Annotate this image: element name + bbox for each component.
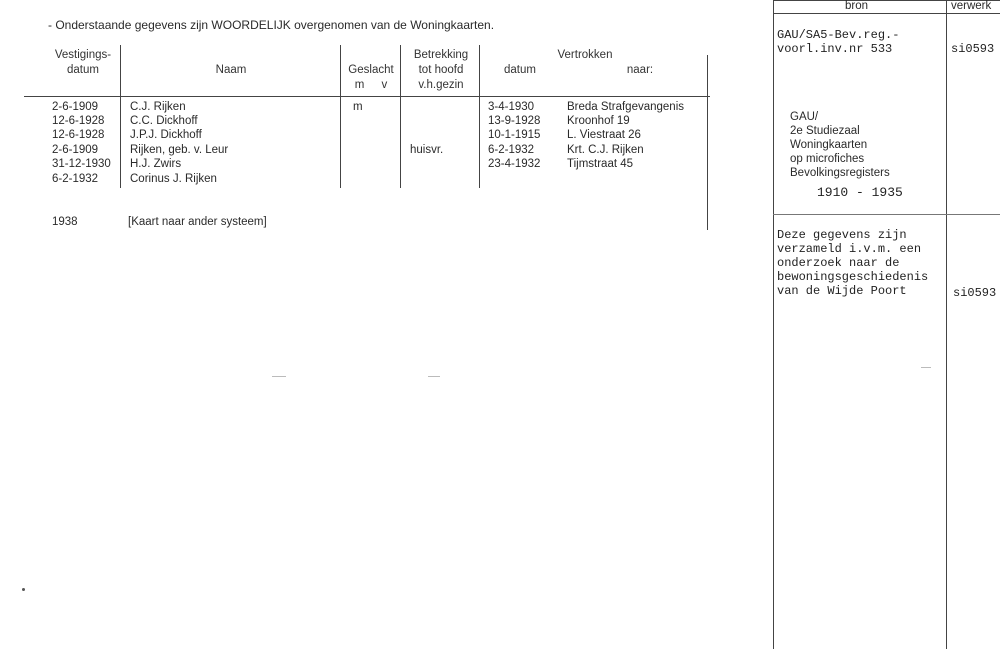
archive-gau: GAU/ xyxy=(790,111,819,123)
cell-naam: Corinus J. Rijken xyxy=(130,173,217,185)
cell-vestigingsdatum: 31-12-1930 xyxy=(52,158,111,170)
right-panel-divider xyxy=(946,0,947,649)
scan-speck xyxy=(22,588,25,591)
cell-naam: H.J. Zwirs xyxy=(130,158,182,170)
header-geslacht-mv xyxy=(342,78,400,93)
table-row xyxy=(0,128,720,142)
cell-vestigingsdatum: 6-2-1932 xyxy=(52,173,99,185)
note-line4: bewoningsgeschiedenis xyxy=(777,270,929,284)
table-row xyxy=(0,114,720,128)
cell-vertrokken-datum: 23-4-1932 xyxy=(488,158,541,170)
right-panel-header-rule xyxy=(773,13,1000,14)
table-header-rule xyxy=(24,96,710,97)
cell-vertrokken-naar: L. Viestraat 26 xyxy=(567,129,641,141)
cell-vestigingsdatum: 2-6-1909 xyxy=(52,101,99,113)
cell-vertrokken-naar: Breda Strafgevangenis xyxy=(567,101,684,113)
header-geslacht-v: v xyxy=(381,79,388,91)
footer-note: [Kaart naar ander systeem] xyxy=(128,216,267,228)
header-vestigingsdatum-line1: Vestigings- xyxy=(54,49,112,61)
header-betrekking-line1: Betrekking xyxy=(413,49,469,61)
right-panel-mid-rule xyxy=(773,214,1000,215)
note-line1: Deze gegevens zijn xyxy=(777,228,907,242)
research-note xyxy=(777,228,928,298)
archive-location xyxy=(790,110,890,180)
header-vestigingsdatum-line2: datum xyxy=(67,64,99,76)
header-vertrokken-datum: datum xyxy=(504,64,536,76)
header-geslacht-label: Geslacht xyxy=(348,64,394,76)
cell-vertrokken-datum: 10-1-1915 xyxy=(488,129,541,141)
cell-naam: Rijken, geb. v. Leur xyxy=(130,144,229,156)
source-reference xyxy=(777,28,899,56)
header-geslacht xyxy=(342,63,400,93)
footer-year: 1938 xyxy=(52,216,78,228)
archive-woningkaarten: Woningkaarten xyxy=(790,139,868,151)
note-line5: van de Wijde Poort xyxy=(777,284,907,298)
intro-text: - Onderstaande gegevens zijn WOORDELIJK overgenomen van de Woningkaarten. xyxy=(48,18,495,32)
scan-speck xyxy=(921,367,931,368)
cell-naam: C.J. Rijken xyxy=(130,101,186,113)
header-vertrokken: Vertrokken xyxy=(557,49,613,61)
cell-betrekking: huisvr. xyxy=(410,144,444,156)
archive-studiezaal: 2e Studiezaal xyxy=(790,125,860,137)
cell-vestigingsdatum: 12-6-1928 xyxy=(52,115,105,127)
cell-vestigingsdatum: 12-6-1928 xyxy=(52,129,105,141)
footer-row xyxy=(0,215,720,229)
cell-vertrokken-naar: Tijmstraat 45 xyxy=(567,158,634,170)
cell-vertrokken-datum: 6-2-1932 xyxy=(488,144,535,156)
header-naam: Naam xyxy=(215,64,247,76)
source-line1: GAU/SA5-Bev.reg.- xyxy=(777,28,900,42)
header-bron: bron xyxy=(845,0,869,12)
table-row xyxy=(0,100,720,114)
note-line2: verzameld i.v.m. een xyxy=(777,242,922,256)
scan-speck xyxy=(428,376,440,377)
archive-microfiches: op microfiches xyxy=(790,153,865,165)
right-panel-left-border xyxy=(773,0,774,649)
code-si0593-bottom: si0593 xyxy=(953,286,997,300)
header-betrekking-line3: v.h.gezin xyxy=(418,79,464,91)
header-betrekking-line2: tot hoofd xyxy=(418,64,464,76)
scan-speck xyxy=(272,376,286,377)
header-vestigingsdatum xyxy=(48,48,118,78)
code-si0593-top: si0593 xyxy=(951,42,995,56)
cell-vertrokken-datum: 3-4-1930 xyxy=(488,101,535,113)
cell-vestigingsdatum: 2-6-1909 xyxy=(52,144,99,156)
cell-vertrokken-naar: Krt. C.J. Rijken xyxy=(567,144,644,156)
table-row xyxy=(0,157,720,171)
source-line2: voorl.inv.nr 533 xyxy=(777,42,893,56)
header-verwerk: verwerk xyxy=(951,0,992,12)
archive-years: 1910 - 1935 xyxy=(817,185,903,200)
note-line3: onderzoek naar de xyxy=(777,256,900,270)
cell-vertrokken-naar: Kroonhof 19 xyxy=(567,115,630,127)
cell-naam: C.C. Dickhoff xyxy=(130,115,198,127)
header-vertrokken-naar: naar: xyxy=(626,64,654,76)
cell-geslacht: m xyxy=(353,101,363,113)
header-geslacht-m: m xyxy=(354,79,365,91)
archive-bevolkingsregisters: Bevolkingsregisters xyxy=(790,167,890,179)
cell-naam: J.P.J. Dickhoff xyxy=(130,129,202,141)
header-betrekking xyxy=(402,48,480,93)
table-row xyxy=(0,143,720,157)
table-row xyxy=(0,172,720,186)
cell-vertrokken-datum: 13-9-1928 xyxy=(488,115,541,127)
